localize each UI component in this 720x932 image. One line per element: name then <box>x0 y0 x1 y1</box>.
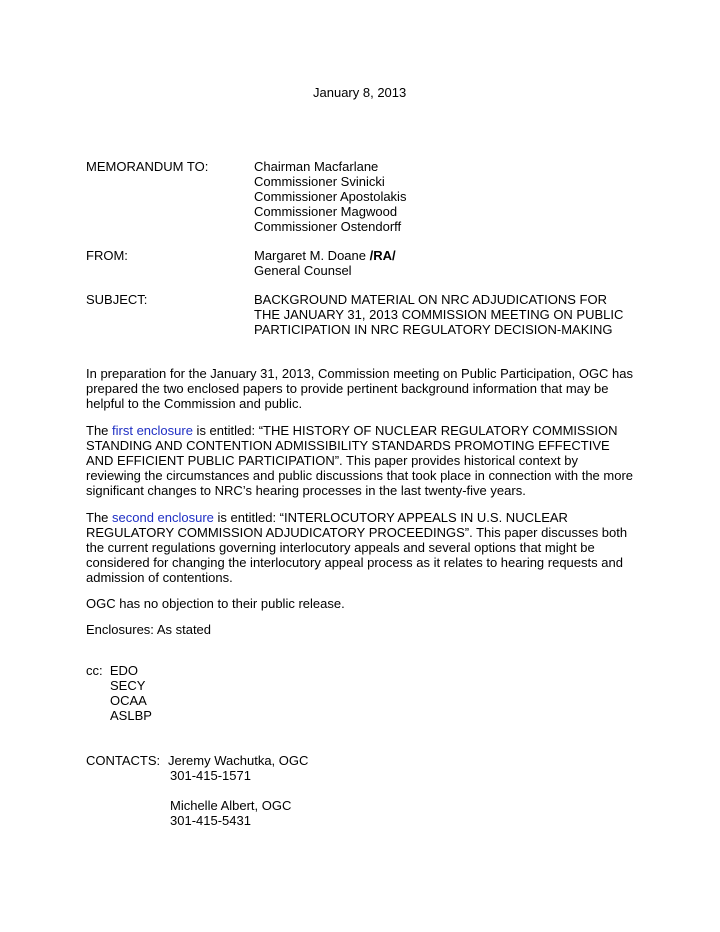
cc-first-line <box>86 663 138 678</box>
contact-spacer <box>168 783 308 798</box>
paragraph-line <box>86 510 646 525</box>
subject-line: THE JANUARY 31, 2013 COMMISSION MEETING ON PUBLIC <box>254 307 624 322</box>
enclosures-text: Enclosures: As stated <box>86 622 212 637</box>
first-enclosure-link[interactable]: first enclosure <box>112 423 193 438</box>
from-label: FROM: <box>86 248 128 263</box>
text-span: The <box>86 510 113 525</box>
contact-name: Michelle Albert, OGC <box>170 798 292 813</box>
recipient: Commissioner Svinicki <box>254 174 385 189</box>
paragraph-line: In preparation for the January 31, 2013, Commission meeting on Public Participation, OGC has <box>86 366 634 381</box>
subject-label: SUBJECT: <box>86 292 148 307</box>
contacts-label: CONTACTS: <box>86 753 161 768</box>
cc-recipient: EDO <box>109 663 139 678</box>
subject-line: PARTICIPATION IN NRC REGULATORY DECISION-MAKING <box>254 322 613 337</box>
paragraph-line: helpful to the Commission and public. <box>86 396 303 411</box>
text-span: The <box>86 423 113 438</box>
paragraph-line: AND EFFICIENT PUBLIC PARTICIPATION”. This paper provides historical context by <box>86 453 578 468</box>
paragraph-line: reviewing the circumstances and public discussions that took place in connection with the more <box>86 468 634 483</box>
cc-label: cc: <box>86 663 103 678</box>
intro-paragraph <box>86 366 646 411</box>
subject-block <box>254 292 623 337</box>
recipient: Commissioner Magwood <box>254 204 398 219</box>
memo-recipients <box>254 159 406 234</box>
recipient: Commissioner Ostendorff <box>254 219 402 234</box>
paragraph-line: significant changes to NRC’s hearing processes in the last twenty-five years. <box>86 483 526 498</box>
no-objection-text: OGC has no objection to their public release. <box>86 596 345 611</box>
paragraph-line <box>86 423 646 438</box>
contact-name: Jeremy Wachutka, OGC <box>168 753 309 768</box>
paragraph-line: the current regulations governing interlocutory appeals and several options that might be <box>86 540 595 555</box>
paragraph-line: STANDING AND CONTENTION ADMISSIBILITY STANDARDS PROMOTING EFFECTIVE <box>86 438 610 453</box>
from-name: Margaret M. Doane <box>254 248 370 263</box>
memo-date: January 8, 2013 <box>313 85 407 100</box>
signature-mark: /RA/ <box>369 248 396 263</box>
memo-to-label: MEMORANDUM TO: <box>86 159 209 174</box>
paragraph-line: admission of contentions. <box>86 570 233 585</box>
contact-phone: 301-415-5431 <box>170 813 251 828</box>
second-enclosure-paragraph <box>86 510 646 585</box>
recipient: Commissioner Apostolakis <box>254 189 407 204</box>
paragraph-line: considered for changing the interlocutory appeal process as it relates to hearing requests and <box>86 555 623 570</box>
text-span: is entitled: “THE HISTORY OF NUCLEAR REGULATORY COMMISSION <box>192 423 618 438</box>
recipient: Chairman Macfarlane <box>254 159 379 174</box>
cc-list <box>110 678 152 723</box>
contact-phone: 301-415-1571 <box>170 768 251 783</box>
paragraph-line: REGULATORY COMMISSION ADJUDICATORY PROCEEDINGS”. This paper discusses both <box>86 525 628 540</box>
contacts-block <box>168 753 308 828</box>
from-block <box>254 248 396 278</box>
from-title: General Counsel <box>254 263 352 278</box>
cc-recipient: OCAA <box>110 693 147 708</box>
subject-line: BACKGROUND MATERIAL ON NRC ADJUDICATIONS FOR <box>254 292 607 307</box>
paragraph-line: prepared the two enclosed papers to provide pertinent background information that may be <box>86 381 609 396</box>
second-enclosure-link[interactable]: second enclosure <box>112 510 214 525</box>
cc-recipient: SECY <box>110 678 146 693</box>
text-span: is entitled: “INTERLOCUTORY APPEALS IN U.S. NUCLEAR <box>213 510 568 525</box>
from-name-line <box>254 248 396 263</box>
cc-recipient: ASLBP <box>110 708 152 723</box>
first-enclosure-paragraph <box>86 423 646 498</box>
